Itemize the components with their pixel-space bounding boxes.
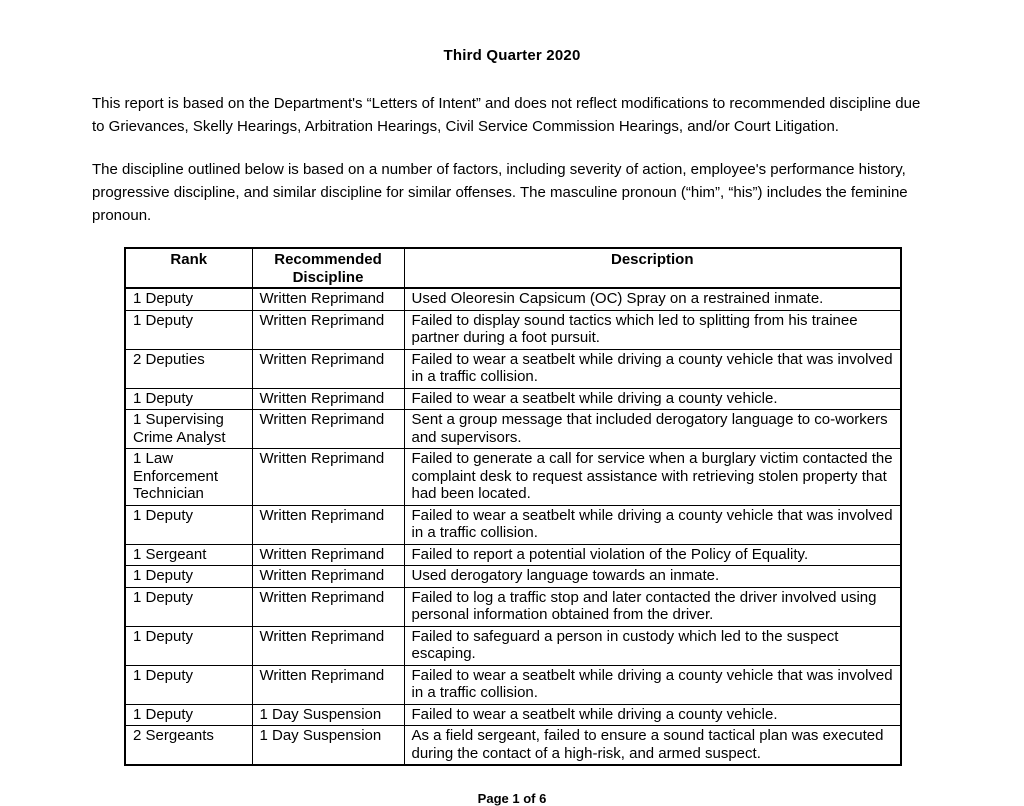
cell-description: Failed to wear a seatbelt while driving a county vehicle. [404,704,901,726]
table-row [125,310,901,349]
cell-rank: 1 Deputy [125,566,252,588]
cell-rank: 1 Sergeant [125,544,252,566]
cell-discipline: Written Reprimand [252,410,404,449]
cell-rank: 1 Deputy [125,587,252,626]
cell-rank: 1 Deputy [125,288,252,310]
cell-discipline: Written Reprimand [252,449,404,506]
cell-description: Failed to wear a seatbelt while driving a county vehicle that was involved in a traffic collision. [404,505,901,544]
table-row [125,566,901,588]
cell-description: Used Oleoresin Capsicum (OC) Spray on a restrained inmate. [404,288,901,310]
cell-discipline: Written Reprimand [252,349,404,388]
cell-discipline: Written Reprimand [252,566,404,588]
cell-discipline: Written Reprimand [252,544,404,566]
intro-paragraph-2: The discipline outlined below is based on a number of factors, including severity of action, employee's performance history, progressive discipline, and similar discipline for similar offenses. The masculine pronoun (“him”, “his”) includes the feminine pronoun. [92,161,908,224]
table-row [125,449,901,506]
table-row [125,704,901,726]
table-row [125,626,901,665]
cell-rank: 1 Deputy [125,388,252,410]
cell-description: Sent a group message that included derogatory language to co-workers and supervisors. [404,410,901,449]
cell-rank: 2 Sergeants [125,726,252,766]
cell-description: Failed to wear a seatbelt while driving a county vehicle. [404,388,901,410]
cell-description: Failed to display sound tactics which led to splitting from his trainee partner during a foot pursuit. [404,310,901,349]
cell-description: Used derogatory language towards an inmate. [404,566,901,588]
discipline-table [124,247,902,766]
table-body [125,288,901,765]
table-header-row [125,248,901,288]
table-row [125,388,901,410]
cell-rank: 1 Deputy [125,704,252,726]
table-row [125,665,901,704]
table-row [125,544,901,566]
page-title: Third Quarter 2020 [443,47,581,64]
table-row [125,587,901,626]
cell-rank: 1 Deputy [125,505,252,544]
cell-rank: 1 Deputy [125,626,252,665]
cell-description: Failed to safeguard a person in custody which led to the suspect escaping. [404,626,901,665]
cell-description: Failed to log a traffic stop and later contacted the driver involved using personal information obtained from the driver. [404,587,901,626]
cell-description: Failed to wear a seatbelt while driving a county vehicle that was involved in a traffic collision. [404,665,901,704]
cell-rank: 1 Supervising Crime Analyst [125,410,252,449]
cell-description: Failed to generate a call for service when a burglary victim contacted the complaint desk to request assistance with retrieving stolen property that had been located. [404,449,901,506]
intro-section [92,92,924,227]
intro-paragraph-1: This report is based on the Department's “Letters of Intent” and does not reflect modifications to recommended discipline due to Grievances, Skelly Hearings, Arbitration Hearings, Civil Service Commission Hearings, and/or Court Litigation. [92,95,921,135]
cell-discipline: 1 Day Suspension [252,726,404,766]
cell-discipline: Written Reprimand [252,288,404,310]
cell-rank: 1 Deputy [125,665,252,704]
cell-discipline: Written Reprimand [252,505,404,544]
cell-discipline: 1 Day Suspension [252,704,404,726]
header-recommended-discipline: Recommended Discipline [252,248,404,288]
cell-discipline: Written Reprimand [252,587,404,626]
cell-rank: 1 Deputy [125,310,252,349]
cell-rank: 2 Deputies [125,349,252,388]
cell-description: Failed to wear a seatbelt while driving a county vehicle that was involved in a traffic collision. [404,349,901,388]
cell-discipline: Written Reprimand [252,665,404,704]
header-rank: Rank [125,248,252,288]
cell-description: As a field sergeant, failed to ensure a sound tactical plan was executed during the contact of a high-risk, and armed suspect. [404,726,901,766]
cell-discipline: Written Reprimand [252,388,404,410]
cell-description: Failed to report a potential violation of the Policy of Equality. [404,544,901,566]
table-row [125,410,901,449]
page-number: Page 1 of 6 [477,791,547,806]
table-row [125,726,901,766]
cell-discipline: Written Reprimand [252,310,404,349]
cell-discipline: Written Reprimand [252,626,404,665]
header-description: Description [404,248,901,288]
cell-rank: 1 Law Enforcement Technician [125,449,252,506]
table-row [125,505,901,544]
table-row [125,349,901,388]
table-row [125,288,901,310]
